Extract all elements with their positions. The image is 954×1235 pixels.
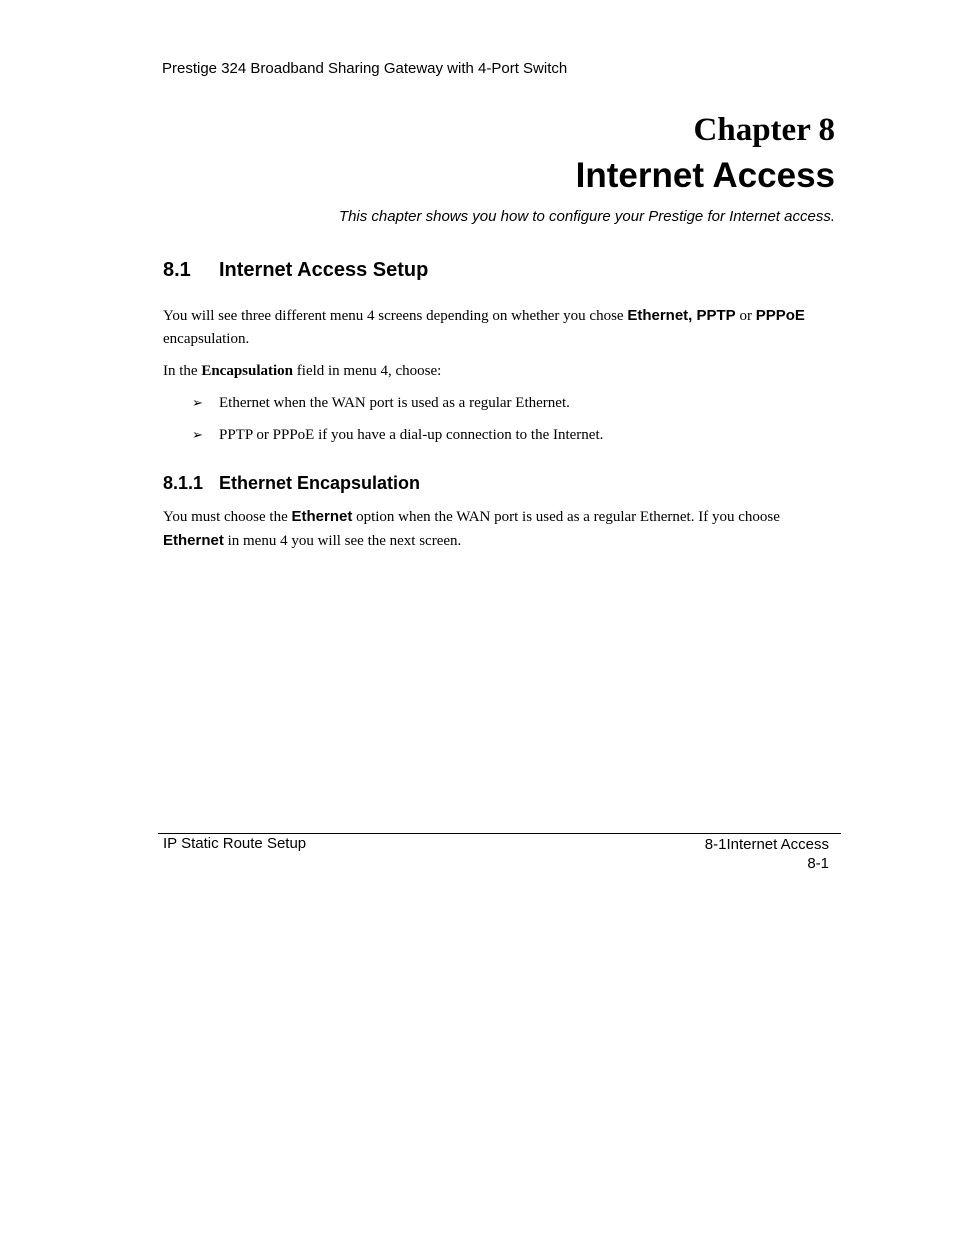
text-run: in menu 4 you will see the next screen.	[223, 533, 462, 549]
footer-right-text	[705, 835, 829, 873]
footer-page-number: 8-1	[807, 855, 829, 872]
bold-term: Ethernet	[291, 508, 353, 525]
list-item-text: Ethernet when the WAN port is used as a regular Ethernet.	[219, 395, 570, 411]
text-run: In the	[163, 363, 202, 379]
list-item	[192, 395, 570, 412]
section-heading-8-1	[163, 259, 428, 282]
list-item	[192, 427, 603, 444]
section-heading-8-1-1	[163, 473, 420, 494]
paragraph-ethernet-option	[163, 505, 823, 553]
footer-page-label: 8-1Internet Access	[704, 836, 829, 853]
footer-left-text: IP Static Route Setup	[163, 835, 307, 852]
footer-divider	[158, 833, 841, 834]
bold-term: Ethernet, PPTP	[627, 307, 736, 324]
chapter-intro: This chapter shows you how to configure your Prestige for Internet access.	[338, 208, 835, 225]
section-title: Ethernet Encapsulation	[219, 473, 421, 493]
running-header: Prestige 324 Broadband Sharing Gateway with 4-Port Switch	[162, 60, 568, 77]
bold-term: Encapsulation	[201, 363, 294, 379]
chapter-label: Chapter 8	[693, 112, 835, 148]
chapter-title: Internet Access	[575, 156, 835, 195]
paragraph-encapsulation-field	[163, 360, 843, 383]
text-run: or	[735, 308, 756, 324]
paragraph-menu4-screens	[163, 304, 843, 351]
arrow-bullet-icon: ➢	[192, 427, 203, 442]
section-number: 8.1	[163, 259, 191, 281]
text-run: field in menu 4, choose:	[293, 363, 442, 379]
bold-term: Ethernet	[163, 532, 224, 549]
section-number: 8.1.1	[163, 473, 204, 493]
bold-term: PPPoE	[755, 307, 805, 324]
text-run: encapsulation.	[163, 331, 250, 347]
list-item-text: PPTP or PPPoE if you have a dial-up connection to the Internet.	[219, 427, 604, 443]
arrow-bullet-icon: ➢	[192, 395, 203, 410]
section-title: Internet Access Setup	[219, 259, 429, 281]
text-run: You will see three different menu 4 screens depending on whether you chose	[163, 308, 628, 324]
text-run: You must choose the	[163, 509, 292, 525]
text-run: option when the WAN port is used as a regular Ethernet. If you choose	[352, 509, 780, 525]
